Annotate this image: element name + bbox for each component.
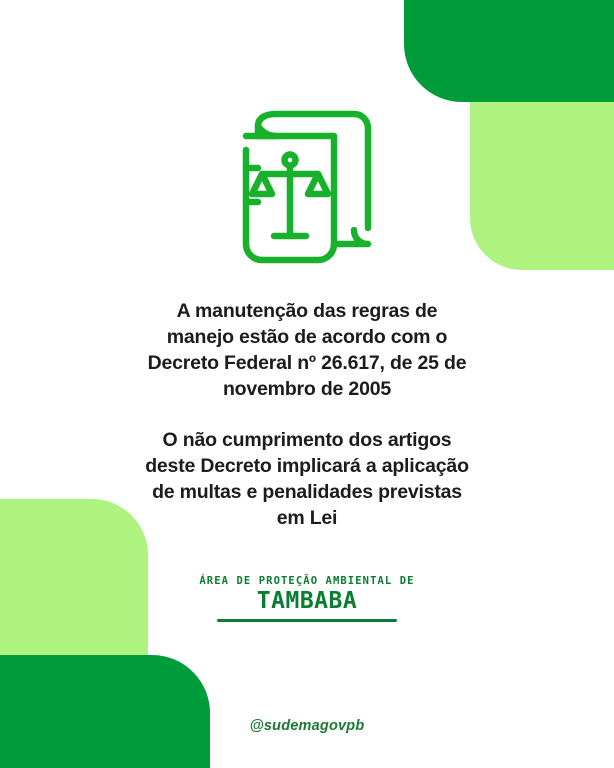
- brand-supertitle: ÁREA DE PROTEÇÃO AMBIENTAL DE: [199, 575, 415, 587]
- social-handle: @sudemagovpb: [249, 718, 365, 734]
- brand-underline: [217, 619, 397, 622]
- paragraph-penalties: O não cumprimento dos artigos deste Decreto implicará a aplicação de multas e penalidades previstas em Lei: [145, 429, 469, 529]
- paragraph-decree-reference: A manutenção das regras de manejo estão de acordo com o Decreto Federal nº 26.617, de 25 de novembro de 2005: [147, 300, 467, 400]
- scroll-with-scales-of-justice-icon: [222, 110, 392, 270]
- brand-name: TAMBABA: [256, 588, 358, 614]
- brand-lockup: [157, 575, 457, 622]
